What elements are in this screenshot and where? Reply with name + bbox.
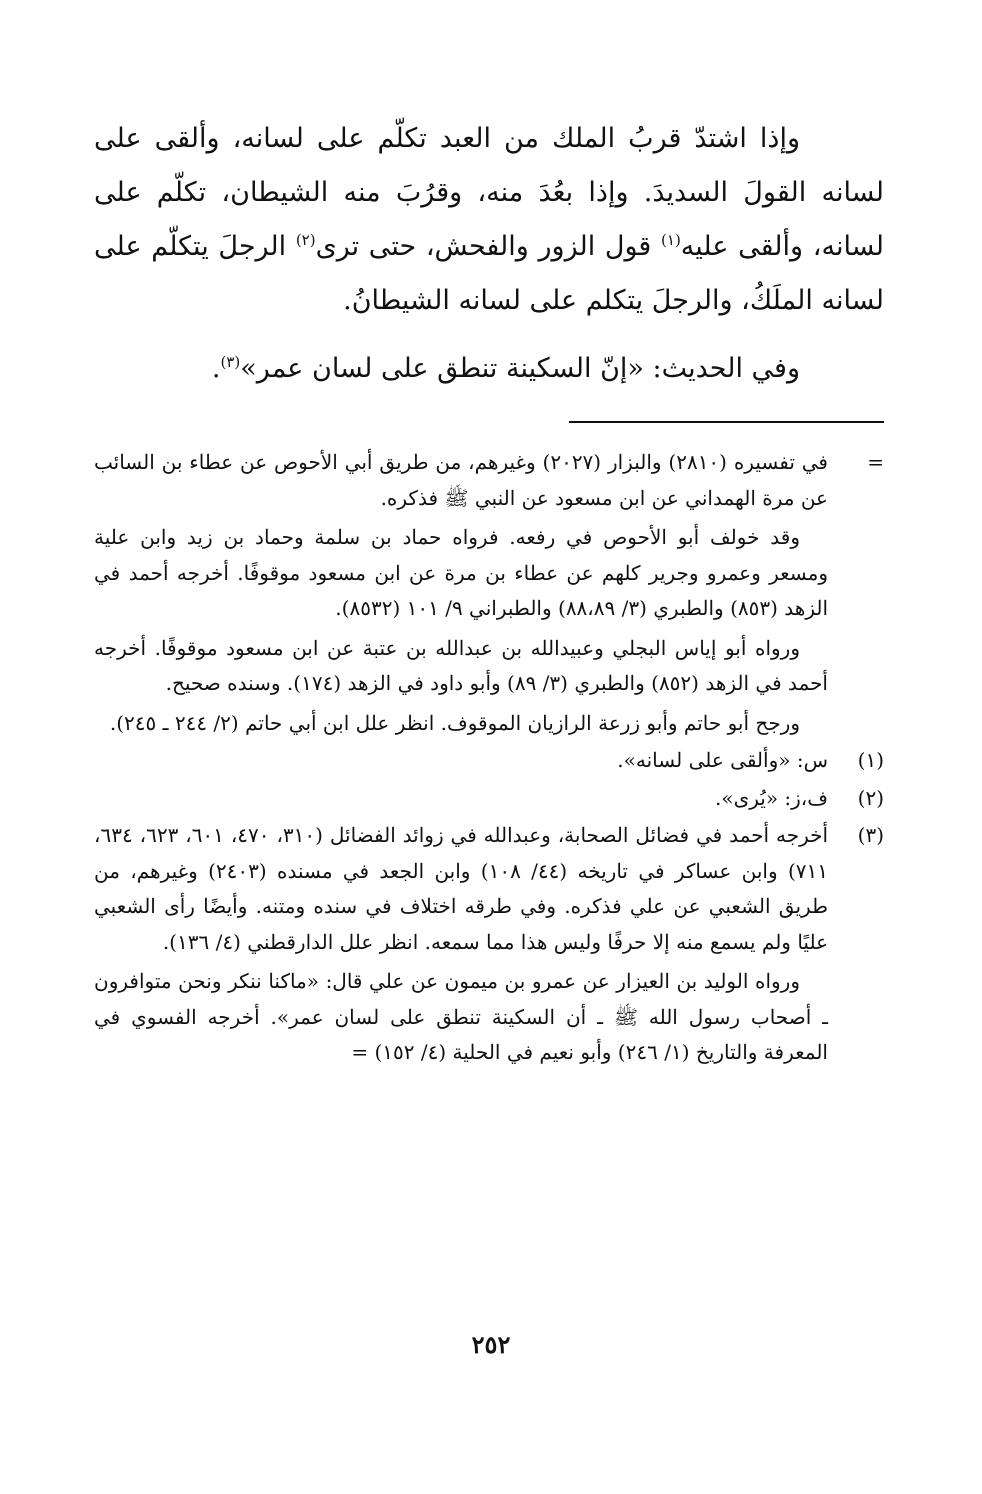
footnote-body	[94, 781, 828, 817]
footnote-separator	[569, 421, 884, 423]
footnote-continuation-body	[94, 445, 828, 741]
footnote-paragraph: ورواه الوليد بن العيزار عن عمرو بن ميمون عن علي قال: «ماكنا ننكر ونحن متوافرون ـ أصحاب رسول الله ﷺ ـ أن السكينة تنطق على لسان عمر». أخرجه الفسوي في المعرفة والتاريخ (١/ ٢٤٦) وأبو نعيم في الحلية (٤/ ١٥٢) =	[94, 969, 828, 1064]
continuation-paragraph-2: وقد خولف أبو الأحوص في رفعه. فرواه حماد بن سلمة وحماد بن زيد وابن علية ومسعر وعمرو وجرير كلهم عن عطاء بن مرة عن ابن مسعود موقوفًا. أخرجه أحمد في الزهد (٨٥٣) والطبري (٣/ ٨٨،٨٩) والطبراني ٩/ ١٠١ (٨٥٣٢).	[94, 525, 828, 620]
footnote-marker: (١)	[857, 748, 884, 772]
main-paragraph-2	[94, 342, 884, 396]
main-paragraph-1	[94, 112, 884, 328]
page-number: ٢٥٢	[471, 1330, 511, 1359]
hadith-text: وفي الحديث: «إنّ السكينة تنطق على لسان عمر»	[240, 353, 800, 384]
footnote-2	[94, 781, 884, 817]
main-line-3b: قول الزور والفحش، حتى ترى	[315, 231, 662, 262]
footnote-ref-3[interactable]: (٣)	[220, 353, 241, 371]
footnote-3	[94, 818, 884, 1071]
main-line-3c: الرجلَ يتكلّم على	[94, 231, 296, 262]
main-line-4: لسانه الملَكُ، والرجلَ يتكلم على لسانه الشيطانُ.	[343, 285, 884, 316]
footnote-body	[94, 818, 828, 1071]
continuation-paragraph-3: ورواه أبو إياس البجلي وعبيدالله بن عبدالله بن عتبة عن ابن مسعود موقوفًا. أخرجه أحمد في الزهد (٨٥٢) والطبري (٣/ ٨٩) وأبو داود في الزهد (١٧٤). وسنده صحيح.	[94, 635, 828, 695]
main-line-2: القولَ السديدَ. وإذا بعُدَ منه، وقرُبَ منه الشيطان، تكلّم على لسانه،	[94, 177, 884, 262]
footnote-1	[94, 743, 884, 779]
footnote-paragraph: ف،ز: «يُرى».	[714, 785, 828, 810]
continuation-marker: =	[867, 450, 884, 474]
footnotes	[94, 445, 884, 1071]
continuation-paragraph-4: ورجح أبو حاتم وأبو زرعة الرازيان الموقوف. انظر علل ابن أبي حاتم (٢/ ٢٤٤ ـ ٢٤٥).	[109, 710, 800, 735]
footnote-ref-1[interactable]: (١)	[661, 231, 681, 249]
footnote-marker: (٣)	[857, 823, 884, 847]
hadith-end: .	[211, 353, 221, 384]
main-line-3a: وألقى عليه	[680, 231, 804, 262]
footnote-body	[94, 743, 828, 779]
main-line-1: وإذا اشتدّ قربُ الملك من العبد تكلّم على لسانه، وألقى على لسانه	[94, 123, 884, 208]
continuation-paragraph-1: في تفسيره (٢٨١٠) والبزار (٢٠٢٧) وغيرهم، من طريق أبي الأحوص عن عطاء بن السائب عن مرة الهمداني عن ابن مسعود عن النبي ﷺ فذكره.	[94, 450, 828, 510]
footnote-marker: (٢)	[857, 785, 884, 810]
footnote-paragraph: أخرجه أحمد في فضائل الصحابة، وعبدالله في زوائد الفضائل (٣١٠، ٤٧٠، ٦٠١، ٦٢٣، ٦٣٤، ٧١١) وابن عساكر في تاريخه (٤٤/ ١٠٨) وابن الجعد في مسنده (٢٤٠٣) وغيرهم، من طريق الشعبي عن علي فذكره. وفي طرقه اختلاف في سنده ومتنه. وأيضًا رأى الشعبي عليًا ولم يسمع منه إلا حرفًا وليس هذا مما سمعه. انظر علل الدارقطني (٤/ ١٣٦).	[94, 823, 829, 954]
main-text	[94, 112, 884, 396]
footnote-paragraph: س: «وألقى على لسانه».	[617, 748, 828, 772]
footnote-ref-2[interactable]: (٢)	[295, 231, 316, 249]
footnote-continuation	[94, 445, 884, 741]
